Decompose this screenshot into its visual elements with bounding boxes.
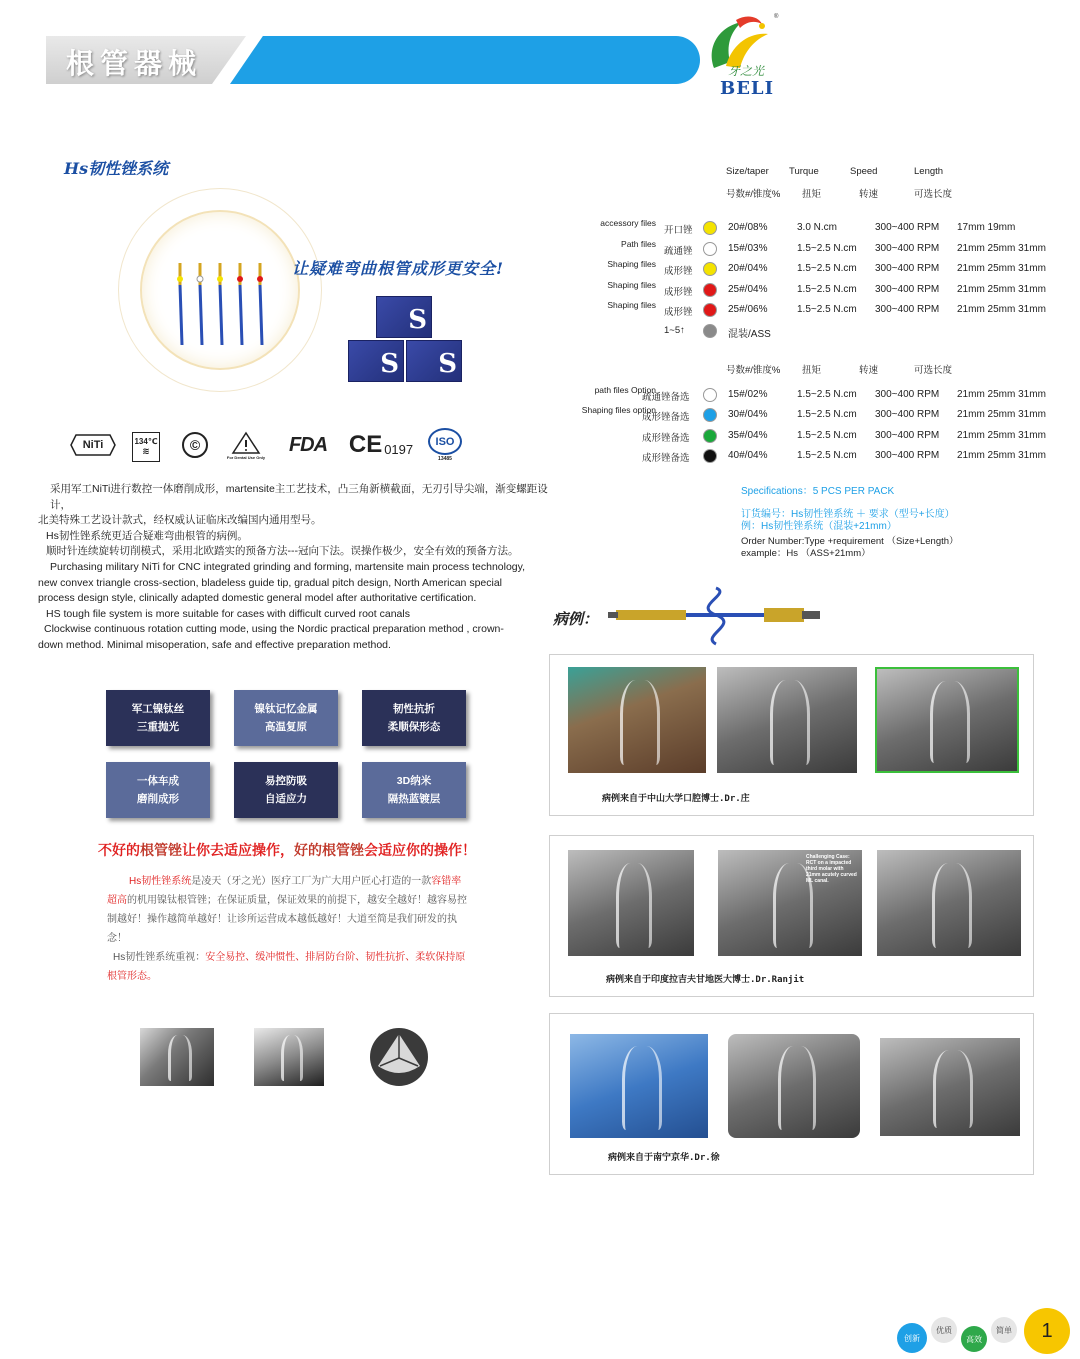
color-code-dot xyxy=(703,429,717,443)
product-box-2 xyxy=(348,340,404,382)
case-xray xyxy=(717,667,857,773)
feature-line: 磨削成形 xyxy=(137,793,179,805)
desc-line: Purchasing military NiTi for CNC integrated grinding and forming, martensite main process technology, xyxy=(50,560,526,573)
spec-speed: 300~400 RPM xyxy=(875,429,940,441)
spec-length: 21mm 25mm 31mm xyxy=(957,263,1046,274)
feature-line: 三重抛光 xyxy=(137,721,179,733)
header-blue-banner xyxy=(230,36,700,84)
spec-length: 21mm 25mm 31mm xyxy=(957,449,1046,461)
case-photo xyxy=(568,667,706,773)
autoclave-icon: 134℃ ≋ xyxy=(132,432,160,462)
iso-icon xyxy=(426,428,464,462)
spec-header: 可选长度 xyxy=(914,365,953,376)
spec-row-cn: 疏通锉 xyxy=(664,245,693,257)
spec-row-cn: 成形锉 xyxy=(664,286,693,298)
spec-speed: 300~400 RPM xyxy=(875,263,940,274)
spec-row-cn: 成形锉备选 xyxy=(642,412,690,424)
tagline-part: 不好的 xyxy=(98,842,140,858)
case-xray xyxy=(877,850,1021,956)
feature-line: 高温复原 xyxy=(265,721,307,733)
iso-label: ISO xyxy=(428,428,462,455)
spec-row-label: path files Option xyxy=(594,385,656,395)
dental-use-label: For Dental Use Only xyxy=(226,454,266,460)
color-code-dot xyxy=(703,283,717,297)
spec-row-label: accessory files xyxy=(600,218,656,228)
desc-line: Hs韧性锉系统更适合疑难弯曲根管的病例。 xyxy=(46,529,248,542)
spec-length: 21mm 25mm 31mm xyxy=(957,389,1046,400)
box-label: S xyxy=(438,349,457,379)
spec-size: 25#/04% xyxy=(728,283,768,295)
product-box-3 xyxy=(406,340,462,382)
feature-line: 3D纳米 xyxy=(396,775,432,787)
case-frame-3 xyxy=(549,1013,1034,1175)
spec-header: Turque xyxy=(789,166,819,177)
spec-row-label: Shaping files option xyxy=(581,405,656,416)
case-frame-2 xyxy=(549,835,1034,997)
spec-size: 15#/02% xyxy=(728,389,768,400)
spec-row-label: Shaping files xyxy=(607,300,656,310)
feature-box xyxy=(106,690,210,746)
spec-size: 30#/04% xyxy=(728,409,768,421)
feature-box xyxy=(362,690,466,746)
feature-line: 自适应力 xyxy=(265,793,307,805)
footer-dot: 创新 xyxy=(897,1323,927,1353)
case-caption: 病例来自于南宁京华.Dr.徐 xyxy=(608,1153,720,1163)
spec-length: 21mm 25mm 31mm xyxy=(957,409,1046,421)
desc-line: 北美特殊工艺设计款式，经权威认证临床改编国内通用型号。 xyxy=(38,514,322,527)
color-code-dot xyxy=(703,242,717,256)
warning-icon xyxy=(226,428,266,462)
case-xray xyxy=(875,667,1019,773)
spec-row-cn: 成形锉 xyxy=(664,266,693,277)
xray-note: Challenging Case: RCT on a impacted third molar with 21mm acutely curved ML canal. xyxy=(806,854,857,884)
page-number: 1 xyxy=(1024,1308,1070,1354)
copyright-icon xyxy=(180,428,210,462)
niti-icon xyxy=(70,428,116,462)
color-code-dot xyxy=(703,303,717,317)
para2-red: 安全易控、缓冲惯性、排屑防台阶、韧性抗折、柔软保持原根管形态。 xyxy=(107,952,466,982)
slogan: 让疑难弯曲根管成形更安全! xyxy=(292,259,505,278)
case-caption: 病例来自于中山大学口腔博士.Dr.庄 xyxy=(602,794,750,804)
spec-torque: 1.5~2.5 N.cm xyxy=(797,283,857,295)
feature-line: 军工镍钛丝 xyxy=(131,703,185,715)
spec-torque: 1.5~2.5 N.cm xyxy=(797,389,857,400)
brand-en: BELI xyxy=(720,78,775,99)
feature-box xyxy=(106,762,210,818)
spec-row-label: Path files xyxy=(621,238,656,249)
svg-text:®: ® xyxy=(774,14,779,20)
footer-dot: 优质 xyxy=(931,1317,957,1343)
order-en-1: Order Number:Type +requirement （Size+Length） xyxy=(741,536,959,547)
spec-row-cn: 成形锉备选 xyxy=(642,452,690,464)
order-en-2: example：Hs （ASS+21mm） xyxy=(741,548,871,559)
spec-row-cn: 疏通锉备选 xyxy=(642,392,690,403)
cross-section-icon xyxy=(368,1026,430,1088)
desc-line: HS tough file system is more suitable for cases with difficult curved root canals xyxy=(46,607,410,620)
spec-speed: 300~400 RPM xyxy=(875,242,940,254)
tagline xyxy=(98,840,476,860)
spec-length: 21mm 25mm 31mm xyxy=(957,429,1046,441)
iso-number: 13485 xyxy=(438,456,452,462)
spec-length: 17mm 19mm xyxy=(957,222,1016,233)
desc-line: Clockwise continuous rotation cutting mode, using the Nordic practical preparation method , crown- xyxy=(44,623,504,636)
color-code-dot xyxy=(703,408,717,422)
feature-line: 一体车成 xyxy=(137,775,179,787)
spec-header: 扭矩 xyxy=(802,189,822,200)
feature-line: 镍钛记忆金属 xyxy=(254,703,318,715)
feature-line: 易控防吸 xyxy=(265,775,307,787)
case-xray xyxy=(718,850,862,956)
spec-header: 号数#/锥度% xyxy=(726,365,781,376)
box-label: S xyxy=(408,305,427,335)
case-xray xyxy=(880,1038,1020,1136)
case-xray xyxy=(568,850,694,956)
spec-speed: 300~400 RPM xyxy=(875,222,940,233)
feature-line: 隔热蓝镀层 xyxy=(387,793,441,805)
case-label: 病例： xyxy=(553,610,599,628)
spec-row-cn: 成形锉 xyxy=(664,307,693,318)
desc-line: down method. Minimal misoperation, safe and effective preparation method. xyxy=(38,638,391,651)
feature-line: 韧性抗折 xyxy=(393,703,435,715)
color-code-dot xyxy=(703,221,717,235)
fda-icon: FDA xyxy=(288,433,328,456)
spec-speed: 300~400 RPM xyxy=(875,449,940,461)
spec-note: Specifications：5 PCS PER PACK xyxy=(741,486,895,497)
feature-line: 柔顺保形态 xyxy=(387,721,441,733)
case-xray xyxy=(570,1034,708,1138)
spec-length: 21mm 25mm 31mm xyxy=(957,304,1046,315)
spec-size: 20#/08% xyxy=(728,222,768,233)
spec-speed: 300~400 RPM xyxy=(875,283,940,295)
para2-text: 的机用镍钛根管锉；在保证质量，保证效果的前提下，越安全越好！越容易控制越好！操作越简单越好！让诊所运营成本越低越好！大道至简是我们研发的执念！ xyxy=(107,895,467,944)
spec-row-label: Shaping files xyxy=(607,259,656,269)
spec-header: Speed xyxy=(850,166,878,177)
product-box-1 xyxy=(376,296,432,338)
spec-header: 可选长度 xyxy=(914,189,953,200)
file-instrument-image xyxy=(604,584,824,648)
system-title: Hs韧性锉系统 xyxy=(64,159,169,178)
spec-torque: 1.5~2.5 N.cm xyxy=(797,304,857,315)
spec-header: Length xyxy=(914,166,944,177)
order-cn-1: 订货编号：Hs韧性锉系统 ＋ 要求（型号+长度） xyxy=(741,509,955,520)
copyright-label: © xyxy=(189,437,201,453)
spec-header: 转速 xyxy=(859,189,879,200)
spec-size: 40#/04% xyxy=(728,449,768,461)
spec-row-cn: 开口锉 xyxy=(664,225,693,236)
feature-box xyxy=(234,762,338,818)
spec-header: 扭矩 xyxy=(802,365,822,376)
case-frame-1 xyxy=(549,654,1034,816)
color-code-dot xyxy=(703,449,717,463)
para2-text: 是凌天（牙之光）医疗工厂为广大用户匠心打造的一款 xyxy=(191,876,432,887)
color-code-dot xyxy=(703,262,717,276)
tagline-part: 根管锉 xyxy=(322,842,364,858)
page-title: 根管器械 xyxy=(66,47,203,80)
spec-size: 混装/ASS xyxy=(728,328,771,340)
spec-torque: 3.0 N.cm xyxy=(797,222,838,233)
box-label: S xyxy=(380,349,399,379)
spec-size: 15#/03% xyxy=(728,242,768,254)
spec-speed: 300~400 RPM xyxy=(875,409,940,421)
ce-label: CE xyxy=(348,431,383,458)
brand-description xyxy=(107,872,467,986)
sem-image xyxy=(140,1028,214,1086)
desc-line: 顺时针连续旋转切削模式，采用北欧踏实的预备方法---冠向下法。误操作极少，安全有效的预备方法。 xyxy=(46,545,519,558)
spec-row-label: Shaping files xyxy=(607,279,656,290)
description-text xyxy=(38,482,548,654)
niti-label: NiTi xyxy=(82,439,104,451)
spec-length: 21mm 25mm 31mm xyxy=(957,242,1046,254)
spec-header: 转速 xyxy=(859,365,879,376)
para2-red: 容错率超高 xyxy=(107,876,462,906)
spec-size: 25#/06% xyxy=(728,304,768,315)
tagline-part: 让你去适应操作， xyxy=(182,842,294,858)
footer-dot: 高效 xyxy=(961,1326,987,1352)
tagline-part: 根管锉 xyxy=(140,842,182,858)
spec-row-cn: 成形锉备选 xyxy=(642,432,690,444)
para2-red: Hs韧性锉系统 xyxy=(129,876,192,887)
color-code-dot xyxy=(703,324,717,338)
spec-header: 号数#/锥度% xyxy=(726,189,781,200)
spec-length: 21mm 25mm 31mm xyxy=(957,283,1046,295)
spec-torque: 1.5~2.5 N.cm xyxy=(797,242,857,254)
spec-torque: 1.5~2.5 N.cm xyxy=(797,263,857,274)
order-cn-2: 例：Hs韧性锉系统（混装+21mm） xyxy=(741,521,897,532)
spec-torque: 1.5~2.5 N.cm xyxy=(797,429,857,441)
case-caption: 病例来自于印度拉吉夫甘地医大博士.Dr.Ranjit xyxy=(606,975,805,985)
feature-box xyxy=(234,690,338,746)
spec-header: Size/taper xyxy=(726,166,769,177)
desc-line: process design style, clinically adapted domestic general model after authoritative certification. xyxy=(38,592,477,605)
spec-speed: 300~400 RPM xyxy=(875,304,940,315)
case-xray xyxy=(728,1034,860,1138)
spec-speed: 300~400 RPM xyxy=(875,389,940,400)
color-code-dot xyxy=(703,388,717,402)
sem-image xyxy=(254,1028,324,1086)
spec-torque: 1.5~2.5 N.cm xyxy=(797,449,857,461)
autoclave-label: 134℃ xyxy=(134,437,158,446)
desc-line: 采用军工NiTi进行数控一体磨削成形，martensite主工艺技术，凸三角新横截面，无刃引导尖端，渐变螺距设计， xyxy=(50,483,548,511)
spec-row-cn: 1~5↑ xyxy=(664,324,685,336)
spec-size: 20#/04% xyxy=(728,263,768,274)
desc-line: new convex triangle cross-section, bladeless guide tip, gradual pitch design, North American special xyxy=(38,576,502,589)
spec-size: 35#/04% xyxy=(728,429,768,441)
ce-number: 0197 xyxy=(384,441,414,457)
footer-dot: 简单 xyxy=(991,1317,1017,1343)
feature-box xyxy=(362,762,466,818)
spec-torque: 1.5~2.5 N.cm xyxy=(797,409,857,421)
tagline-part: 好的 xyxy=(294,842,322,858)
brand-cn: 牙之光 xyxy=(728,64,765,78)
para2-text: Hs韧性锉系统重视： xyxy=(113,952,206,963)
ce-icon xyxy=(346,428,416,462)
tagline-part: 会适应你的操作！ xyxy=(364,842,476,858)
file-instruments-image xyxy=(168,255,278,355)
